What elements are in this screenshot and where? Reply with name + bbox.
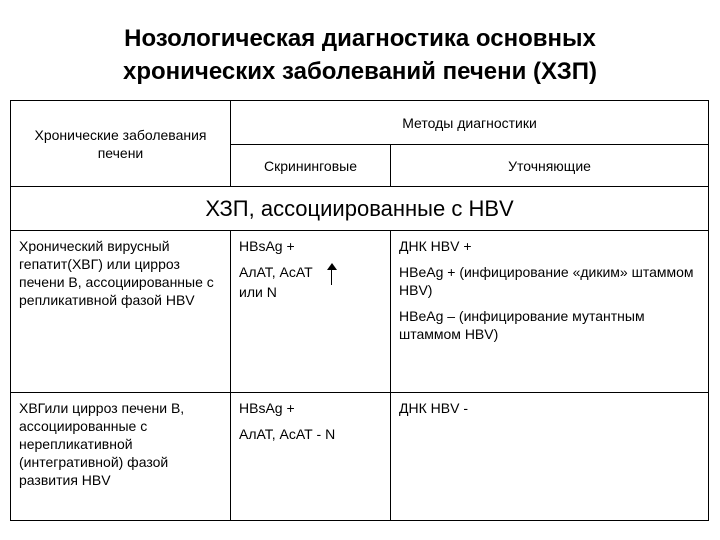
header-screening-label: Скрининговые [264,157,357,174]
header-screening [231,145,391,187]
clarifying-dna: ДНК HBV + [399,238,472,254]
screening-hbsag: HBsAg + [239,400,295,416]
disease-cell [11,231,231,393]
screening-cell [231,231,391,393]
clarifying-hbeag-negative: HBeAg – (инфицирование мутантным штаммом HBV) [399,308,645,342]
screening-alat-asat: АлАТ, АсАТ [239,264,313,280]
up-arrow-icon [327,263,337,283]
header-diseases [11,101,231,187]
disease-text: Хронический вирусный гепатит(ХВГ) или цирроз печени В, ассоциированные с репликативной фазой HBV [19,238,214,308]
table-row [11,231,709,393]
clarifying-hbeag-positive: HBeAg + (инфицирование «диким» штаммом HBV) [399,264,694,298]
group-row [11,187,709,231]
header-methods [231,101,709,145]
page-title [0,22,720,88]
header-clarifying-label: Уточняющие [508,157,591,174]
clarifying-cell [391,231,709,393]
clarifying-dna: ДНК HBV - [399,400,468,416]
disease-text: ХВГили цирроз печени В, ассоциированные с нерепликативной (интегративной) фазой развития HBV [19,400,185,488]
screening-alat-asat: АлАТ, АсАТ - N [239,426,336,442]
diagnostics-table [10,100,709,521]
header-methods-label: Методы диагностики [402,114,537,131]
disease-cell [11,393,231,521]
screening-cell [231,393,391,521]
header-clarifying [391,145,709,187]
screening-or-normal: или N [239,284,277,300]
clarifying-cell [391,393,709,521]
header-diseases-label: Хронические заболевания печени [34,126,207,161]
group-title: ХЗП, ассоциированные с HBV [205,195,514,221]
screening-hbsag: HBsAg + [239,238,295,254]
table-row [11,393,709,521]
title-line-2: хронических заболеваний печени (ХЗП) [123,58,597,85]
title-line-1: Нозологическая диагностика основных [124,25,596,52]
